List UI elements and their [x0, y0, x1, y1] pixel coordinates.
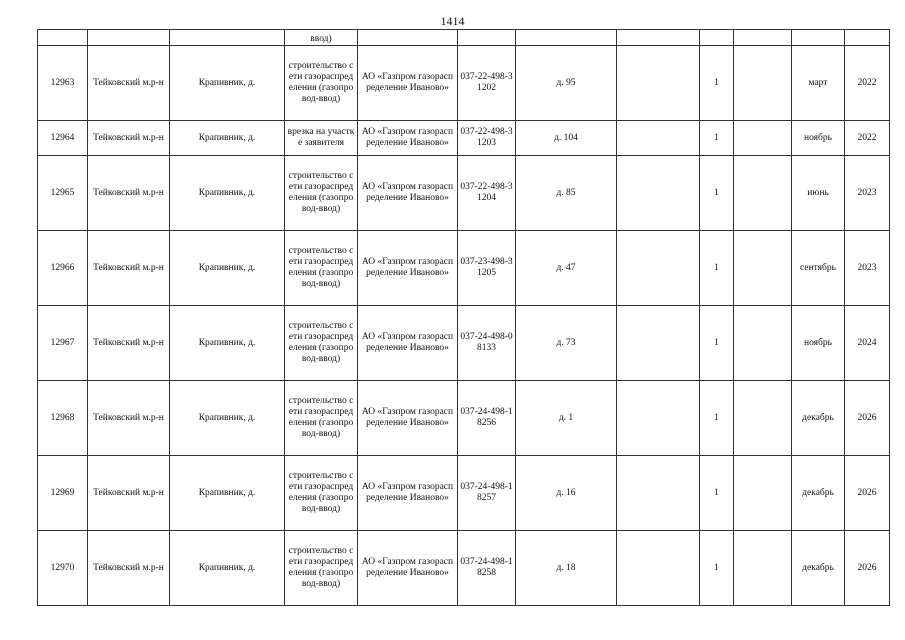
cell-qty: 1	[700, 231, 734, 306]
cell-month: ноябрь	[792, 306, 845, 381]
cell-empty	[734, 30, 792, 46]
cell-num: 12966	[38, 231, 88, 306]
cell-empty	[734, 121, 792, 156]
cell-address: д. 18	[516, 531, 617, 606]
cell-org: АО «Газпром газораспределение Иваново»	[358, 531, 458, 606]
cell-empty	[617, 456, 700, 531]
cell-empty	[734, 306, 792, 381]
cell-month: сентябрь	[792, 231, 845, 306]
cell-month	[792, 30, 845, 46]
cell-year: 2022	[845, 121, 890, 156]
cell-work: строительство сети газораспределения (газопровод-ввод)	[285, 156, 358, 231]
cell-year: 2026	[845, 381, 890, 456]
cell-address: д. 85	[516, 156, 617, 231]
cell-qty: 1	[700, 456, 734, 531]
cell-qty: 1	[700, 531, 734, 606]
cell-empty	[617, 156, 700, 231]
cell-district: Тейковский м.р-н	[88, 156, 170, 231]
cell-district: Тейковский м.р-н	[88, 456, 170, 531]
cell-month: декабрь	[792, 531, 845, 606]
cell-locality: Крапивник, д.	[170, 381, 285, 456]
cell-work: ввод)	[285, 30, 358, 46]
cell-org	[358, 30, 458, 46]
cell-num: 12965	[38, 156, 88, 231]
cell-work: строительство сети газораспределения (газопровод-ввод)	[285, 46, 358, 121]
cell-empty	[617, 121, 700, 156]
cell-locality: Крапивник, д.	[170, 121, 285, 156]
cell-qty: 1	[700, 381, 734, 456]
cell-qty: 1	[700, 46, 734, 121]
cell-org: АО «Газпром газораспределение Иваново»	[358, 46, 458, 121]
cell-num	[38, 30, 88, 46]
cell-locality: Крапивник, д.	[170, 156, 285, 231]
cell-district: Тейковский м.р-н	[88, 306, 170, 381]
cell-org: АО «Газпром газораспределение Иваново»	[358, 156, 458, 231]
cell-address: д. 16	[516, 456, 617, 531]
cell-code: 037-24-498-18257	[458, 456, 516, 531]
cell-empty	[617, 231, 700, 306]
cell-num: 12969	[38, 456, 88, 531]
cell-month: март	[792, 46, 845, 121]
table-row	[38, 231, 890, 306]
cell-address	[516, 30, 617, 46]
cell-address: д. 104	[516, 121, 617, 156]
cell-org: АО «Газпром газораспределение Иваново»	[358, 231, 458, 306]
cell-locality: Крапивник, д.	[170, 231, 285, 306]
cell-empty	[617, 30, 700, 46]
cell-empty	[617, 381, 700, 456]
table-row	[38, 156, 890, 231]
cell-address: д. 1	[516, 381, 617, 456]
cell-work: строительство сети газораспределения (газопровод-ввод)	[285, 231, 358, 306]
cell-locality	[170, 30, 285, 46]
cell-locality: Крапивник, д.	[170, 46, 285, 121]
cell-qty: 1	[700, 306, 734, 381]
cell-empty	[734, 156, 792, 231]
cell-empty	[734, 531, 792, 606]
cell-org: АО «Газпром газораспределение Иваново»	[358, 456, 458, 531]
cell-district: Тейковский м.р-н	[88, 231, 170, 306]
cell-code: 037-22-498-31204	[458, 156, 516, 231]
cell-code	[458, 30, 516, 46]
cell-org: АО «Газпром газораспределение Иваново»	[358, 306, 458, 381]
cell-empty	[734, 381, 792, 456]
cell-year: 2022	[845, 46, 890, 121]
cell-address: д. 47	[516, 231, 617, 306]
cell-code: 037-24-498-08133	[458, 306, 516, 381]
cell-code: 037-22-498-31202	[458, 46, 516, 121]
cell-year: 2023	[845, 156, 890, 231]
cell-num: 12968	[38, 381, 88, 456]
cell-qty: 1	[700, 156, 734, 231]
cell-empty	[617, 306, 700, 381]
cell-work: строительство сети газораспределения (газопровод-ввод)	[285, 456, 358, 531]
cell-month: ноябрь	[792, 121, 845, 156]
table-row	[38, 121, 890, 156]
cell-work: строительство сети газораспределения (газопровод-ввод)	[285, 531, 358, 606]
cell-num: 12964	[38, 121, 88, 156]
table-row	[38, 381, 890, 456]
cell-locality: Крапивник, д.	[170, 306, 285, 381]
cell-month: декабрь	[792, 456, 845, 531]
cell-year: 2023	[845, 231, 890, 306]
page-number: 1414	[440, 14, 465, 28]
cell-district: Тейковский м.р-н	[88, 46, 170, 121]
cell-work: врезка на участке заявителя	[285, 121, 358, 156]
cell-code: 037-23-498-31205	[458, 231, 516, 306]
table-row	[38, 531, 890, 606]
cell-month: декабрь	[792, 381, 845, 456]
cell-org: АО «Газпром газораспределение Иваново»	[358, 121, 458, 156]
cell-code: 037-22-498-31203	[458, 121, 516, 156]
cell-num: 12970	[38, 531, 88, 606]
cell-locality: Крапивник, д.	[170, 456, 285, 531]
cell-empty	[617, 46, 700, 121]
cell-org: АО «Газпром газораспределение Иваново»	[358, 381, 458, 456]
table-row-continuation	[38, 30, 890, 46]
cell-code: 037-24-498-18258	[458, 531, 516, 606]
cell-year: 2024	[845, 306, 890, 381]
registry-table	[37, 29, 890, 606]
cell-work: строительство сети газораспределения (газопровод-ввод)	[285, 381, 358, 456]
cell-empty	[734, 46, 792, 121]
cell-qty	[700, 30, 734, 46]
cell-district: Тейковский м.р-н	[88, 531, 170, 606]
cell-year: 2026	[845, 531, 890, 606]
cell-district: Тейковский м.р-н	[88, 381, 170, 456]
cell-num: 12967	[38, 306, 88, 381]
cell-work: строительство сети газораспределения (газопровод-ввод)	[285, 306, 358, 381]
cell-empty	[734, 231, 792, 306]
cell-code: 037-24-498-18256	[458, 381, 516, 456]
cell-address: д. 95	[516, 46, 617, 121]
cell-empty	[617, 531, 700, 606]
cell-district: Тейковский м.р-н	[88, 121, 170, 156]
table-row	[38, 46, 890, 121]
cell-district	[88, 30, 170, 46]
cell-qty: 1	[700, 121, 734, 156]
cell-num: 12963	[38, 46, 88, 121]
table-row	[38, 306, 890, 381]
cell-empty	[734, 456, 792, 531]
cell-year	[845, 30, 890, 46]
table-row	[38, 456, 890, 531]
cell-locality: Крапивник, д.	[170, 531, 285, 606]
cell-year: 2026	[845, 456, 890, 531]
cell-month: июнь	[792, 156, 845, 231]
cell-address: д. 73	[516, 306, 617, 381]
